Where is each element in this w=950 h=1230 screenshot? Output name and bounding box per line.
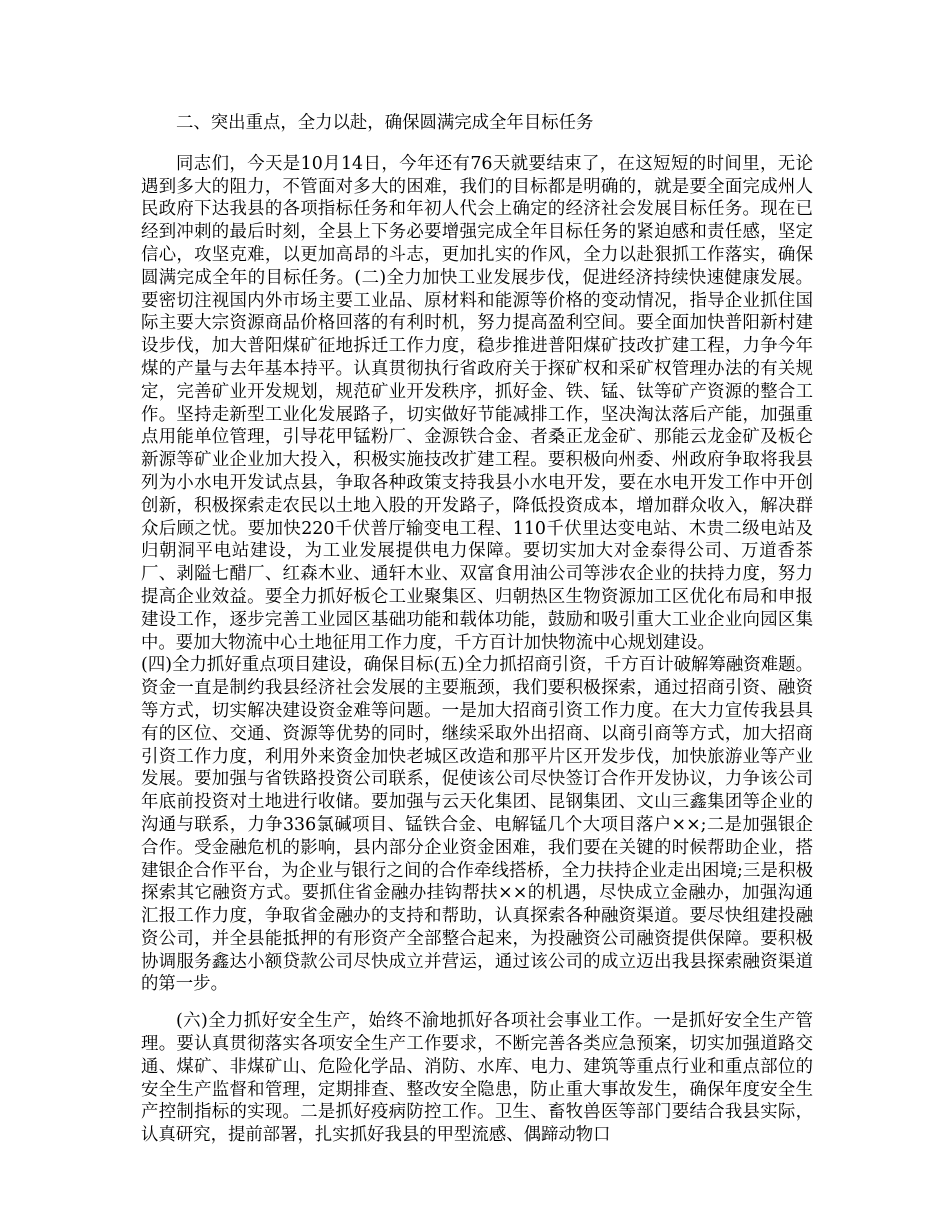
section-heading: 二、突出重点，全力以赴，确保圆满完成全年目标任务 bbox=[176, 113, 594, 133]
paragraph-3: (六)全力抓好安全生产，始终不渝地抓好各项社会事业工作。一是抓好安全生产管理。要认真贯彻落实各项安全生产工作要求，不断完善各类应急预案，切实加强道路交通、煤矿、非煤矿山、危险化学品、消防、水库、电力、建筑等重点行业和重点部位的安全生产监督和管理，定期排查、整改安全隐患，防止重大事故发生，确保年度安全生产控制指标的实现。二是抓好疫病防控工作。卫生、畜牧兽医等部门要结合我县实际，认真研究，提前部署，扎实抓好我县的甲型流感、偶蹄动物口 bbox=[141, 1011, 813, 1146]
paragraph-1: 同志们，今天是10月14日，今年还有76天就要结束了，在这短短的时间里，无论遇到多大的阻力，不管面对多大的困难，我们的目标都是明确的，就是要全面完成州人民政府下达我县的各项指标任务和年初人代会上确定的经济社会发展目标任务。现在已经到冲刺的最后时刻，全县上下务必要增强完成全年目标任务的紧迫感和责任感，坚定信心，攻坚克难，以更加高昂的斗志，更加扎实的作风，全力以赴狠抓工作落实，确保圆满完成全年的目标任务。(二)全力加快工业发展步伐，促进经济持续快速健康发展。要密切注视国内外市场主要工业品、原材料和能源等价格的变动情况，指导企业抓住国际主要大宗资源商品价格回落的有利时机，努力提高盈利空间。要全面加快普阳新村建设步伐，加大普阳煤矿征地拆迁工作力度，稳步推进普阳煤矿技改扩建工程，力争今年煤的产量与去年基本持平。认真贯彻执行省政府关于探矿权和采矿权管理办法的有关规定，完善矿业开发规划，规范矿业开发秩序，抓好金、铁、锰、钛等矿产资源的整合工作。坚持走新型工业化发展路子，切实做好节能减排工作，坚决淘汰落后产能，加强重点用能单位管理，引导花甲锰粉厂、金源铁合金、者桑正龙金矿、那能云龙金矿及板仑新源等矿业企业加大投入，积极实施技改扩建工程。要积极向州委、州政府争取将我县列为小水电开发试点县，争取各种政策支持我县小水电开发，要在水电开发工作中开创创新，积极探索走农民以土地入股的开发路子，降低投资成本，增加群众收入，解决群众后顾之忧。要加快220千伏普厅输变电工程、110千伏里达变电站、木贵二级电站及归朝洞平电站建设，为工业发展提供电力保障。要切实加大对金泰得公司、万道香茶厂、剥隘七醋厂、红森木业、通轩木业、双富食用油公司等涉农企业的扶持力度，努力提高企业效益。要全力抓好板仑工业聚集区、归朝热区生物资源加工区优化布局和申报建设工作，逐步完善工业园区基础功能和载体功能，鼓励和吸引重大工业企业向园区集中。要加大物流中心土地征用工作力度，千方百计加快物流中心规划建设。 bbox=[141, 153, 813, 653]
paragraph-2: (四)全力抓好重点项目建设，确保目标(五)全力抓招商引资，千方百计破解筹融资难题。资金一直是制约我县经济社会发展的主要瓶颈，我们要积极探索，通过招商引资、融资等方式，切实解决建设资金难等问题。一是加大招商引资工作力度。在大力宣传我县具有的区位、交通、资源等优势的同时，继续采取外出招商、以商引商等方式，加大招商引资工作力度，利用外来资金加快老城区改造和那平片区开发步伐，加快旅游业等产业发展。要加强与省铁路投资公司联系，促使该公司尽快签订合作开发协议，力争该公司年底前投资对土地进行收储。要加强与云天化集团、昆钢集团、文山三鑫集团等企业的沟通与联系，力争336氯碱项目、锰铁合金、电解锰几个大项目落户××;二是加强银企合作。受金融危机的影响，县内部分企业资金困难，我们要在关键的时候帮助企业，搭建银企合作平台，为企业与银行之间的合作牵线搭桥，全力扶持企业走出困境;三是积极探索其它融资方式。要抓住省金融办挂钩帮扶××的机遇，尽快成立金融办，加强沟通汇报工作力度，争取省金融办的支持和帮助，认真探索各种融资渠道。要尽快组建投融资公司，并全县能抵押的有形资产全部整合起来，为投融资公司融资提供保障。要积极协调服务鑫达小额贷款公司尽快成立并营运，通过该公司的成立迈出我县探索融资渠道的第一步。 bbox=[141, 655, 813, 995]
document-page bbox=[141, 112, 813, 1147]
